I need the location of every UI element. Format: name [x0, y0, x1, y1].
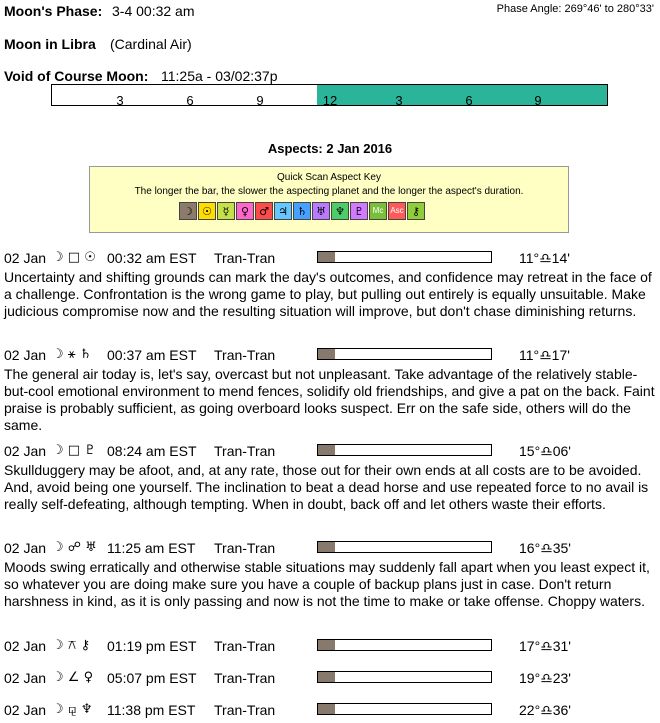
aspect-key-swatch: ⚷: [407, 202, 425, 220]
aspect-degree: 19°♎23': [519, 670, 571, 686]
aspect-key-swatch: ☽: [179, 202, 197, 220]
aspect-degree: 15°♎06': [519, 443, 571, 459]
aspect-time: 11:38 pm EST: [107, 702, 196, 718]
aspect-date: 02 Jan: [4, 250, 47, 266]
aspect-key-title: Quick Scan Aspect Key: [277, 172, 381, 183]
aspect-entry: [4, 540, 656, 610]
moon-element: (Cardinal Air): [110, 36, 192, 52]
aspect-degree: 17°♎31': [519, 638, 571, 654]
timeline-tick: 6: [186, 93, 194, 108]
aspect-symbols: ☽ ⚻ ⚷: [52, 638, 91, 653]
timeline-tick: 12: [322, 93, 338, 108]
aspect-type: Tran-Tran: [214, 250, 276, 266]
aspect-header: [4, 670, 656, 688]
aspect-degree: 22°♎36': [519, 702, 571, 718]
aspect-duration-fill: [318, 672, 335, 682]
aspect-header: [4, 540, 656, 558]
aspect-duration-bar: [317, 703, 492, 715]
aspect-type: Tran-Tran: [214, 702, 276, 718]
aspect-header: [4, 347, 656, 365]
aspect-date: 02 Jan: [4, 638, 47, 654]
aspect-duration-fill: [318, 252, 335, 262]
timeline-tick: 3: [395, 93, 403, 108]
aspect-key-swatch: ♃: [274, 202, 292, 220]
aspect-time: 00:37 am EST: [107, 347, 197, 363]
void-of-course-timeline: [51, 84, 608, 106]
aspect-type: Tran-Tran: [214, 347, 276, 363]
aspect-date: 02 Jan: [4, 702, 47, 718]
aspect-key-swatch: ♀: [236, 202, 254, 220]
aspect-duration-bar: [317, 348, 492, 360]
phase-angle: Phase Angle: 269°46' to 280°33': [496, 3, 654, 15]
timeline-tick: 9: [256, 93, 264, 108]
timeline-tick: 6: [465, 93, 473, 108]
void-of-course-value: 11:25a - 03/02:37p: [161, 68, 278, 84]
aspect-type: Tran-Tran: [214, 443, 276, 459]
aspect-entry: [4, 347, 656, 434]
aspect-duration-bar: [317, 671, 492, 683]
timeline-tick: 3: [116, 93, 124, 108]
aspect-time: 01:19 pm EST: [107, 638, 197, 654]
aspect-symbols: ☽ ∠ ♀: [52, 670, 94, 685]
aspect-key-swatches: [179, 202, 426, 220]
moon-phase-value: 3-4 00:32 am: [112, 3, 195, 19]
aspect-entry: [4, 702, 656, 720]
aspect-date: 02 Jan: [4, 670, 47, 686]
aspect-key-swatch: ♅: [312, 202, 330, 220]
aspect-symbols: ☽ ⚹ ♄: [52, 347, 92, 362]
aspect-time: 00:32 am EST: [107, 250, 197, 266]
aspect-duration-fill: [318, 445, 335, 455]
aspect-header: [4, 638, 656, 656]
aspect-description: The general air today is, let's say, overcast but not unpleasant. Take advantage of the relatively stable-but-cool emotional environment to mend fences, solidify old friendships, and give a pat on the back. Faint praise is probably sufficient, as going overboard looks suspect. Err on the safe side, others will do the same.: [4, 366, 655, 433]
aspect-key-swatch: Mc: [369, 202, 387, 220]
aspect-key-swatch: ♄: [293, 202, 311, 220]
aspect-description: Uncertainty and shifting grounds can mark the day's outcomes, and confidence may retreat in the face of a challenge. Confrontation is the wrong game to play, but pulling out entirely is equally unsuitable. Make judicious compromise now and the resulting situation will improve, but don't chase diminishing returns.: [4, 269, 652, 319]
aspect-duration-fill: [318, 704, 335, 714]
aspects-title: Aspects: 2 Jan 2016: [267, 141, 393, 156]
aspect-type: Tran-Tran: [214, 670, 276, 686]
void-of-course-fill: [317, 85, 607, 105]
aspect-date: 02 Jan: [4, 443, 47, 459]
aspect-description: Moods swing erratically and otherwise stable situations may suddenly fall apart when you least expect it, so whatever you are doing make sure you have a couple of backup plans just in case. Don't return harshness in kind, as it is only passing and now is not the time to make or take offense. Choppy waters.: [4, 559, 650, 609]
aspect-degree: 11°♎17': [519, 347, 570, 363]
aspect-duration-bar: [317, 444, 492, 456]
moon-phase-label: Moon's Phase:: [4, 3, 103, 19]
aspect-duration-bar: [317, 251, 492, 263]
aspect-symbols: ☽ □ ☉: [52, 250, 96, 265]
aspect-header: [4, 250, 656, 268]
aspect-time: 08:24 am EST: [107, 443, 197, 459]
aspect-key-box: [89, 166, 569, 233]
aspect-duration-bar: [317, 639, 492, 651]
aspect-type: Tran-Tran: [214, 638, 276, 654]
aspect-date: 02 Jan: [4, 347, 47, 363]
aspect-degree: 16°♎35': [519, 540, 571, 556]
aspect-duration-fill: [318, 640, 335, 650]
timeline-tick: 9: [534, 93, 542, 108]
aspect-header: [4, 702, 656, 720]
aspect-time: 05:07 pm EST: [107, 670, 197, 686]
aspect-symbols: ☽ □ ♇: [52, 443, 96, 458]
aspect-key-description: The longer the bar, the slower the aspecting planet and the longer the aspect's duration.: [134, 186, 524, 197]
aspect-key-swatch: ♆: [331, 202, 349, 220]
void-of-course-label: Void of Course Moon:: [4, 68, 149, 84]
aspect-type: Tran-Tran: [214, 540, 276, 556]
aspect-duration-bar: [317, 541, 492, 553]
aspect-time: 11:25 am EST: [107, 540, 196, 556]
aspect-key-swatch: ♂: [255, 202, 273, 220]
aspect-description: Skullduggery may be afoot, and, at any rate, those out for their own ends at all costs are to be avoided. And, avoid being one yourself. The inclination to beat a dead horse and use repeated force to no avail is really self-defeating, although tempting. When in doubt, back off and let others waste their efforts.: [4, 462, 649, 512]
aspect-key-swatch: ♇: [350, 202, 368, 220]
aspect-entry: [4, 670, 656, 688]
aspect-symbols: ☽ ⚼ ♆: [52, 702, 93, 717]
aspect-duration-fill: [318, 349, 335, 359]
aspect-date: 02 Jan: [4, 540, 47, 556]
aspect-symbols: ☽ ☍ ♅: [52, 540, 97, 555]
aspect-key-swatch: ☿: [217, 202, 235, 220]
aspect-key-swatch: ☉: [198, 202, 216, 220]
aspect-degree: 11°♎14': [519, 250, 570, 266]
aspect-header: [4, 443, 656, 461]
aspect-duration-fill: [318, 542, 335, 552]
aspect-key-swatch: Asc: [388, 202, 406, 220]
aspect-entry: [4, 443, 656, 513]
aspect-entry: [4, 250, 656, 320]
moon-sign: Moon in Libra: [4, 36, 96, 52]
aspect-entry: [4, 638, 656, 656]
